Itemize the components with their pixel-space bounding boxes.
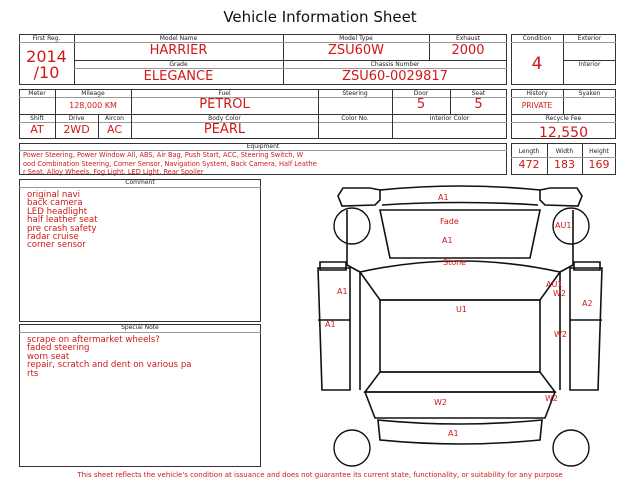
recycle-fee-label: Recycle Fee xyxy=(545,115,582,122)
condition-value: 4 xyxy=(531,54,543,74)
damage-left-front-fender: A1 xyxy=(337,287,348,296)
body-color-label: Body Color xyxy=(208,115,241,122)
height-label: Height xyxy=(589,148,609,155)
exhaust-value: 2000 xyxy=(451,43,485,58)
hood-outline xyxy=(380,210,540,258)
drive-value: 2WD xyxy=(63,123,90,136)
damage-front-right-wheel: AU1 xyxy=(555,221,572,230)
damage-left-front-door: A1 xyxy=(325,320,336,329)
model-type-label: Model Type xyxy=(339,35,373,42)
condition-label: Condition xyxy=(522,35,552,42)
first-reg-label: First Reg. xyxy=(32,35,61,42)
damage-rear-right-quarter: W2 xyxy=(545,394,558,403)
comment-label: Comment xyxy=(125,179,155,186)
special-note-line-1: scrape on aftermarket wheels? xyxy=(27,335,160,345)
special-note-line-2: faded steering xyxy=(27,343,90,354)
damage-front-bumper: A1 xyxy=(438,193,449,202)
fuel-value: PETROL xyxy=(199,97,250,112)
damage-tailgate: W2 xyxy=(434,398,447,407)
history-value: PRIVATE xyxy=(521,101,553,110)
comment-line-4: half leather seat xyxy=(27,215,98,226)
model-name-label: Model Name xyxy=(159,35,198,42)
damage-hood: A1 xyxy=(442,236,453,245)
rear-left-wheel xyxy=(334,430,370,466)
damage-right-rear-door: W2 xyxy=(554,330,567,339)
grade-label: Grade xyxy=(169,61,188,68)
comment-line-2: back camera xyxy=(27,198,83,209)
interior-color-label: Interior Color xyxy=(429,115,470,122)
front-bumper-outline xyxy=(338,188,380,206)
special-note-label: Special Note xyxy=(121,324,159,331)
rear-bumper-outline xyxy=(378,420,542,444)
mileage-label: Mileage xyxy=(81,90,105,97)
sheet-title: Vehicle Information Sheet xyxy=(223,8,417,26)
comment-line-7: corner sensor xyxy=(27,240,86,251)
tailgate-outline xyxy=(365,392,555,418)
comment-line-3: LED headlight xyxy=(27,206,88,217)
equipment-line-3: r Seat, Alloy Wheels, Fog Light, LED Light, Rear Spoiler xyxy=(23,168,204,176)
body-color-value: PEARL xyxy=(203,122,246,137)
rear-window-outline xyxy=(365,372,555,392)
exhaust-label: Exhaust xyxy=(455,35,481,42)
front-left-wheel xyxy=(334,208,370,244)
equipment-line-2: ood Combination Steering, Corner Sensor, Navigation System, Back Camera, Half Leathe xyxy=(23,159,317,168)
equipment-line-1: Power Steering, Power Window All, ABS, Air Bag, Push Start, ACC, Steering Switch, W xyxy=(23,151,304,159)
chassis-number-label: Chassis Number xyxy=(370,61,420,68)
special-note-line-3: worn seat xyxy=(27,351,70,362)
drive-label: Drive xyxy=(68,115,85,122)
first-reg-year: 2014 xyxy=(26,47,67,66)
shift-label: Shift xyxy=(30,115,44,122)
damage-roof: U1 xyxy=(456,305,467,314)
comment-line-6: radar cruise xyxy=(27,232,79,242)
damage-right-side: A2 xyxy=(582,299,593,308)
recycle-fee-value: 12,550 xyxy=(539,125,588,141)
special-note-line-4: repair, scratch and dent on various pa xyxy=(27,360,192,371)
meter-label: Meter xyxy=(28,90,46,97)
equipment-label: Equipment xyxy=(246,143,280,150)
seat-value: 5 xyxy=(474,97,483,112)
aircon-label: Aircon xyxy=(105,115,124,122)
interior-label: Interior xyxy=(578,61,601,68)
width-label: Width xyxy=(555,148,574,155)
length-value: 472 xyxy=(518,158,540,171)
exterior-label: Exterior xyxy=(577,35,602,42)
color-no-label: Color No. xyxy=(341,115,369,122)
door-value: 5 xyxy=(416,97,426,112)
shift-value: AT xyxy=(30,123,44,136)
door-label: Door xyxy=(413,90,429,97)
seat-label: Seat xyxy=(471,90,486,97)
chassis-number-value: ZSU60-0029817 xyxy=(342,69,448,84)
aircon-value: AC xyxy=(106,123,122,136)
disclaimer-footer: This sheet reflects the vehicle's condition at issuance and does not guarantee its current state, functionality, or suitability for any purpose xyxy=(77,471,563,479)
history-label: History xyxy=(526,90,548,97)
length-label: Length xyxy=(518,148,540,155)
damage-hood-fade: Fade xyxy=(440,217,459,226)
damage-rear-bumper: A1 xyxy=(448,429,459,438)
rear-right-wheel xyxy=(553,430,589,466)
damage-right-front-fender-2: W2 xyxy=(553,289,566,298)
model-name-value: HARRIER xyxy=(149,43,208,58)
right-doors-outline xyxy=(570,268,602,390)
first-reg-month: /10 xyxy=(33,63,60,82)
width-value: 183 xyxy=(554,158,575,171)
comment-line-1: original navi xyxy=(27,190,81,200)
fuel-label: Fuel xyxy=(218,90,231,97)
syaken-label: Syaken xyxy=(578,90,601,97)
height-value: 169 xyxy=(588,158,610,171)
special-note-line-5: rts xyxy=(27,368,39,379)
comment-line-5: pre crash safety xyxy=(27,223,97,234)
steering-label: Steering xyxy=(342,90,368,97)
mileage-value: 128,000 KM xyxy=(69,101,117,110)
grade-value: ELEGANCE xyxy=(143,69,214,84)
model-type-value: ZSU60W xyxy=(327,43,385,58)
damage-right-front-fender-1: AU1 xyxy=(546,280,563,289)
damage-windshield: Stone xyxy=(443,258,467,267)
